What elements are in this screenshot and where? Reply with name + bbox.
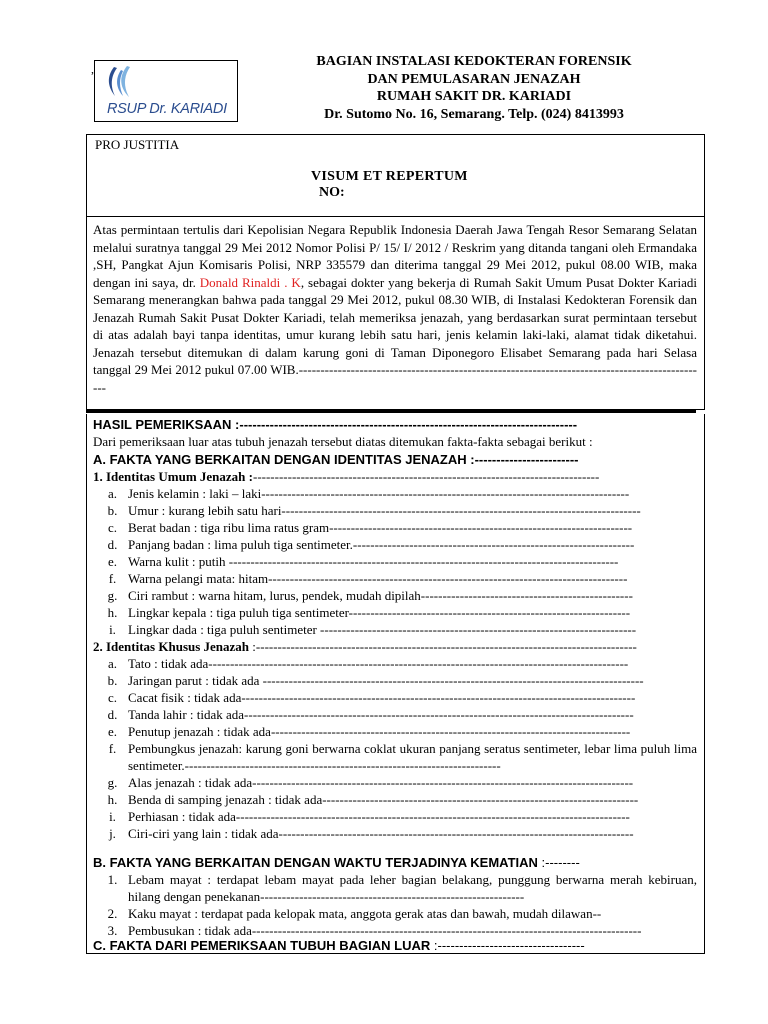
list-item: i. Lingkar dada : tiga puluh sentimeter ------------------------------------------------------------------------- bbox=[109, 622, 637, 637]
hasil-heading: HASIL PEMERIKSAAN :------------------------------------------------------------------------------ bbox=[93, 417, 578, 432]
section-c-title: C. FAKTA DARI PEMERIKSAAN TUBUH BAGIAN LUAR bbox=[93, 938, 431, 953]
list-item: c. Berat badan : tiga ribu lima ratus gram---------------------------------------------------------------------- bbox=[107, 520, 633, 535]
list-item: 1. Lebam mayat : terdapat lebam mayat pada leher bagian belakang, punggung berwarna merah kebiruan, hilang dengan penekanan------------------------------------------------------------- bbox=[107, 872, 697, 904]
list-item: b. Jaringan parut : tidak ada ---------------------------------------------------------------------------------------- bbox=[107, 673, 644, 688]
identitas-umum-dashes: -------------------------------------------------------------------------------- bbox=[252, 469, 600, 484]
list-item: f. Warna pelangi mata: hitam----------------------------------------------------------------------------------- bbox=[108, 571, 628, 586]
header-line-1: BAGIAN INSTALASI KEDOKTERAN FORENSIK bbox=[316, 54, 632, 69]
section-a-heading: A. FAKTA YANG BERKAITAN DENGAN IDENTITAS JENAZAH :------------------------ bbox=[93, 452, 579, 467]
list-item: 3. Pembusukan : tidak ada------------------------------------------------------------------------------------------ bbox=[107, 923, 642, 938]
list-item: g. Ciri rambut : warna hitam, lurus, pendek, mudah dipilah------------------------------------------------- bbox=[107, 588, 633, 603]
divider bbox=[87, 216, 704, 217]
list-item: d. Tanda lahir : tidak ada------------------------------------------------------------------------------------------ bbox=[107, 707, 634, 722]
identitas-umum-heading bbox=[93, 468, 697, 485]
intro-text-before: Atas permintaan tertulis dari Kepolisian Negara Republik Indonesia Daerah Jawa Tengah Resor Semarang Selatan melalui suratnya tanggal 29 Mei 2012 Nomor Polisi P/ 15/ I/ 2012 / Reskrim yang ditanda tangani oleh Ermandaka ,SH, Pangkat Ajun Komisaris Polisi, NRP 335579 dan diterima tanggal 29 Mei 2012, pukul 08.00 WIB, maka dengan ini saya, dr. bbox=[93, 222, 697, 290]
list-item: f. Pembungkus jenazah: karung goni berwarna coklat ukuran panjang seratus sentimeter, lebar lima puluh lima sentimeter.------------------------------------------------------------------------- bbox=[108, 741, 697, 773]
list-item: a. Tato : tidak ada------------------------------------------------------------------------------------------------- bbox=[107, 656, 629, 671]
list-item: j. Ciri-ciri yang lain : tidak ada---------------------------------------------------------------------------------- bbox=[109, 826, 634, 841]
logo-text: RSUP Dr. KARIADI bbox=[107, 101, 227, 117]
list-item: e. Warna kulit : putih ------------------------------------------------------------------------------------------ bbox=[107, 554, 619, 569]
list-item: e. Penutup jenazah : tidak ada----------------------------------------------------------------------------------- bbox=[107, 724, 631, 739]
intro-text-after: , sebagai dokter yang bekerja di Rumah Sakit Umum Pusat Dokter Kariadi Semarang menerangkan bahwa pada tanggal 29 Mei 2012, pukul 08.30 WIB, di Instalasi Kedokteran Forensik dan Jenazah Rumah Sakit Pusat Dokter Kariadi, telah memeriksa jenazah, yang berdasarkan surat permintaan tersebut di atas adalah bayi tanpa identitas, umur kurang lebih satu hari, jenis kelamin laki-laki, alamat tidak diketahui. Jenazah tersebut ditemukan di dalam karung goni di Taman Diponegoro Elisabet Semarang pada hari Selasa tanggal 29 Mei 2012 pukul 07.00 WIB.----------------------------------------------------------------------------------------------- bbox=[93, 274, 697, 395]
list-item: i. Perhiasan : tidak ada------------------------------------------------------------------------------------------- bbox=[109, 809, 630, 824]
document-title: VISUM ET REPERTUM bbox=[311, 169, 468, 184]
header-line-3: RUMAH SAKIT DR. KARIADI bbox=[376, 89, 572, 104]
list-item: d. Panjang badan : lima puluh tiga sentimeter.----------------------------------------------------------------- bbox=[107, 537, 635, 552]
header-line-2: DAN PEMULASARAN JENAZAH bbox=[367, 71, 581, 87]
list-item: b. Umur : kurang lebih satu hari----------------------------------------------------------------------------------- bbox=[107, 503, 641, 518]
hospital-logo bbox=[94, 60, 238, 122]
stray-mark: , bbox=[91, 62, 94, 76]
list-item: g. Alas jenazah : tidak ada---------------------------------------------------------------------------------------- bbox=[107, 775, 634, 790]
pro-justitia: PRO JUSTITIA bbox=[95, 137, 180, 152]
list-item: 2. Kaku mayat : terdapat pada kelopak mata, anggota gerak atas dan bawah, mudah dilawan-- bbox=[107, 906, 602, 921]
identitas-umum-title: 1. Identitas Umum Jenazah : bbox=[93, 469, 253, 484]
thick-divider bbox=[86, 410, 696, 413]
document-number-label: NO: bbox=[319, 185, 345, 200]
hasil-intro: Dari pemeriksaan luar atas tubuh jenazah tersebut diatas ditemukan fakta-fakta sebagai berikut : bbox=[93, 434, 593, 449]
section-b-title: B. FAKTA YANG BERKAITAN DENGAN WAKTU TERJADINYA KEMATIAN bbox=[93, 855, 538, 870]
identitas-khusus-heading bbox=[93, 638, 697, 655]
list-item: a. Jenis kelamin : laki – laki------------------------------------------------------------------------------------- bbox=[107, 486, 630, 501]
institution-header bbox=[262, 53, 686, 123]
logo-swoosh-icon bbox=[105, 64, 145, 104]
intro-paragraph bbox=[93, 221, 697, 396]
results-box bbox=[86, 414, 705, 954]
identitas-khusus-dashes: :---------------------------------------------------------------------------------------- bbox=[249, 639, 637, 654]
list-item: h. Benda di samping jenazah : tidak ada------------------------------------------------------------------------- bbox=[107, 792, 639, 807]
list-item: h. Lingkar kepala : tiga puluh tiga sentimeter----------------------------------------------------------------- bbox=[107, 605, 631, 620]
section-b-heading bbox=[93, 854, 697, 871]
intro-box bbox=[86, 134, 705, 410]
list-item: c. Cacat fisik : tidak ada------------------------------------------------------------------------------------------- bbox=[107, 690, 636, 705]
header-line-4: Dr. Sutomo No. 16, Semarang. Telp. (024) 8413993 bbox=[324, 106, 624, 122]
section-c-dashes: :---------------------------------- bbox=[430, 938, 585, 953]
doctor-name: Donald Rinaldi . K bbox=[199, 274, 301, 290]
identitas-khusus-title: 2. Identitas Khusus Jenazah bbox=[93, 639, 250, 654]
section-b-dashes: :-------- bbox=[537, 855, 580, 870]
section-c-heading bbox=[93, 937, 697, 954]
